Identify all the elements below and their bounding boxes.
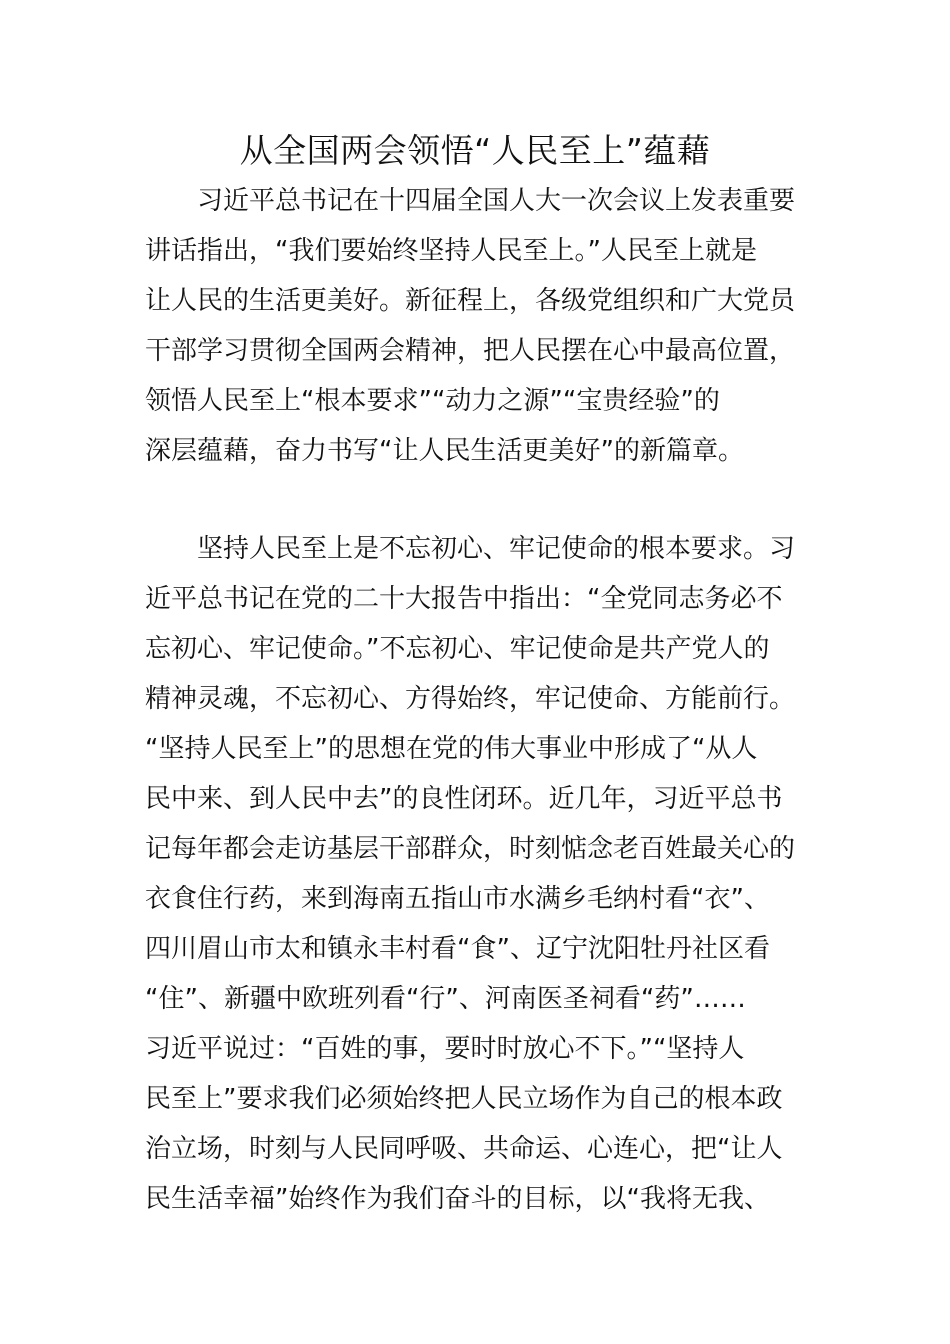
paragraph-line: 民生活幸福”始终作为我们奋斗的目标，以“我将无我、	[145, 1184, 770, 1214]
document-title: 从全国两会领悟“人民至上”蕴藉	[239, 131, 711, 170]
paragraph-line: 坚持人民至上是不忘初心、牢记使命的根本要求。习	[145, 534, 796, 564]
paragraph-line: 习近平说过：“百姓的事，要时时放心不下。”“坚持人	[145, 1034, 745, 1064]
paragraph-line: 记每年都会走访基层干部群众，时刻惦念老百姓最关心的	[145, 834, 796, 864]
paragraph-line: 近平总书记在党的二十大报告中指出：“全党同志务必不	[145, 584, 783, 614]
paragraph-line: 衣食住行药，来到海南五指山市水满乡毛纳村看“衣”、	[145, 884, 770, 914]
paragraph-line: 深层蕴藉，奋力书写“让人民生活更美好”的新篇章。	[145, 436, 744, 466]
paragraph-line: 领悟人民至上“根本要求”“动力之源”“宝贵经验”的	[145, 386, 720, 416]
paragraph-line: 精神灵魂，不忘初心、方得始终，牢记使命、方能前行。	[145, 684, 796, 714]
paragraph-line: 民中来、到人民中去”的良性闭环。近几年，习近平总书	[145, 784, 783, 814]
paragraph-line: 习近平总书记在十四届全国人大一次会议上发表重要	[145, 186, 796, 216]
paragraph-line: 四川眉山市太和镇永丰村看“食”、辽宁沈阳牡丹社区看	[145, 934, 770, 964]
paragraph-line: 让人民的生活更美好。新征程上，各级党组织和广大党员	[145, 286, 796, 316]
paragraph-line: 干部学习贯彻全国两会精神，把人民摆在心中最高位置，	[145, 336, 796, 366]
paragraph-line: 治立场，时刻与人民同呼吸、共命运、心连心，把“让人	[145, 1134, 783, 1164]
paragraph-1	[145, 176, 810, 476]
paragraph-line: 讲话指出，“我们要始终坚持人民至上。”人民至上就是	[145, 236, 757, 266]
paragraph-2	[145, 524, 810, 1224]
paragraph-line: 民至上”要求我们必须始终把人民立场作为自己的根本政	[145, 1084, 783, 1114]
paragraph-line: 忘初心、牢记使命。”不忘初心、牢记使命是共产党人的	[145, 634, 770, 664]
paragraph-line: “坚持人民至上”的思想在党的伟大事业中形成了“从人	[145, 734, 758, 764]
paragraph-line: “住”、新疆中欧班列看“行”、河南医圣祠看“药”……	[145, 984, 746, 1014]
